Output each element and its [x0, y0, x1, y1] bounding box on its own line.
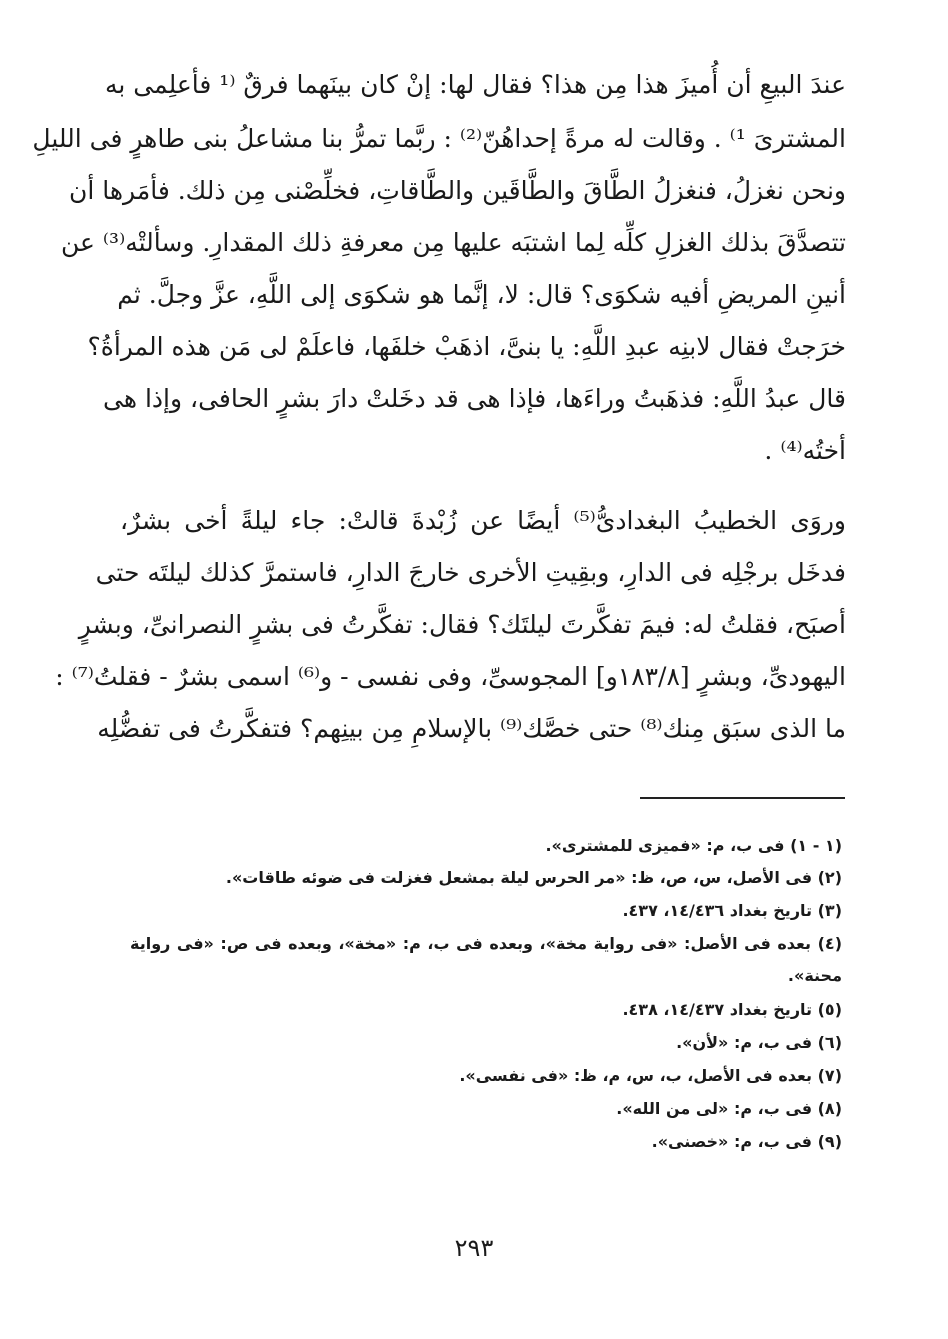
body-line: عندَ البيعِ أن أُميزَ هذا مِن هذا؟ فقال لها: إنْ كان بينَهما فرقٌ ⁽¹ فأعلِمى به — [104, 70, 846, 99]
body-line: تتصدَّقَ بذلك الغزلِ كلِّه لِما اشتبَه عليها مِن معرفةِ ذلك المقدارِ. وسألتْه⁽³⁾ عن — [60, 228, 846, 257]
body-line: فدخَل برجْلِه فى الدارِ، وبقِيتِ الأخرى خارجَ الدارِ، فاستمرَّ كذلك ليلتَه حتى — [95, 558, 846, 587]
footnote-line: (٤) بعده فى الأصل: «فى رواية مخة»، وبعده فى ب، م: «مخة»، وبعده فى ص: «فى رواية — [130, 934, 842, 953]
body-line: أنينِ المريضِ أفيه شكوَى؟ قال: لا، إنَّما هو شكوَى إلى اللَّهِ، عزَّ وجلَّ. ثم — [117, 280, 846, 309]
footnote-line: (٥) تاريخ بغداد ١٤/٤٣٧، ٤٣٨. — [622, 1000, 842, 1019]
page-number: ٢٩٣ — [454, 1234, 494, 1262]
body-line: وروَى الخطيبُ البغدادىُّ⁽⁵⁾ أيضًا عن زُبْدةَ قالتْ: جاء ليلةً أخى بشرٌ، — [120, 506, 846, 535]
body-line: قال عبدُ اللَّهِ: فذهَبتُ وراءَها، فإذا هى قد دخَلتْ دارَ بشرٍ الحافى، وإذا هى — [102, 384, 846, 413]
body-line: أختُه⁽⁴⁾ . — [764, 436, 846, 465]
footnote-separator — [640, 797, 845, 799]
body-line: أصبَح، فقلتُ له: فيمَ تفكَّرتَ ليلتَك؟ فقال: تفكَّرتُ فى بشرٍ النصرانىِّ، وبشرٍ — [78, 610, 846, 639]
footnote-line: (٢) فى الأصل، س، ص، ظ: «مر الحرس ليلة بمشعل فغزلت فى ضوئه طاقات». — [225, 868, 842, 887]
body-line: ونحن نغزلُ، فنغزلُ الطَّاقَ والطَّاقَين والطَّاقاتِ، فخلِّصْنى مِن ذلك. فأمَرها أن — [68, 176, 846, 205]
footnote-line: (٣) تاريخ بغداد ١٤/٤٣٦، ٤٣٧. — [622, 901, 842, 920]
footnote-line: (٨) فى ب، م: «لى من الله». — [616, 1099, 842, 1118]
footnote-line: (١ - ١) فى ب، م: «فميزى للمشترى». — [545, 836, 842, 855]
body-line: ما الذى سبَق مِنك⁽⁸⁾ حتى خصَّك⁽⁹⁾ بالإسلامِ مِن بينِهم؟ فتفكَّرتُ فى تفضُّلِه — [97, 714, 846, 743]
footnote-line: محنة». — [787, 966, 842, 985]
body-line: اليهودىِّ، وبشرٍ [١٨٣/٨و] المجوسىِّ، وفى نفسى - و⁽⁶⁾ اسمى بشرٌ - فقلتُ⁽⁷⁾ : — [55, 662, 846, 691]
footnote-line: (٦) فى ب، م: «لأن». — [676, 1033, 842, 1052]
footnote-line: (٩) فى ب، م: «خصنى». — [651, 1132, 842, 1151]
body-line: المشترىَ ¹⁾ . وقالت له مرةً إحداهُنّ⁽²⁾ : ربَّما تمرُّ بنا مشاعلُ بنى طاهرٍ فى الليلِ — [32, 124, 846, 153]
body-line: خرَجتْ فقال لابنِه عبدِ اللَّهِ: يا بنىَّ، اذهَبْ خلفَها، فاعلَمْ لى مَن هذه المرأةُ؟ — [87, 332, 846, 361]
footnote-line: (٧) بعده فى الأصل، ب، س، م، ظ: «فى نفسى». — [459, 1066, 842, 1085]
